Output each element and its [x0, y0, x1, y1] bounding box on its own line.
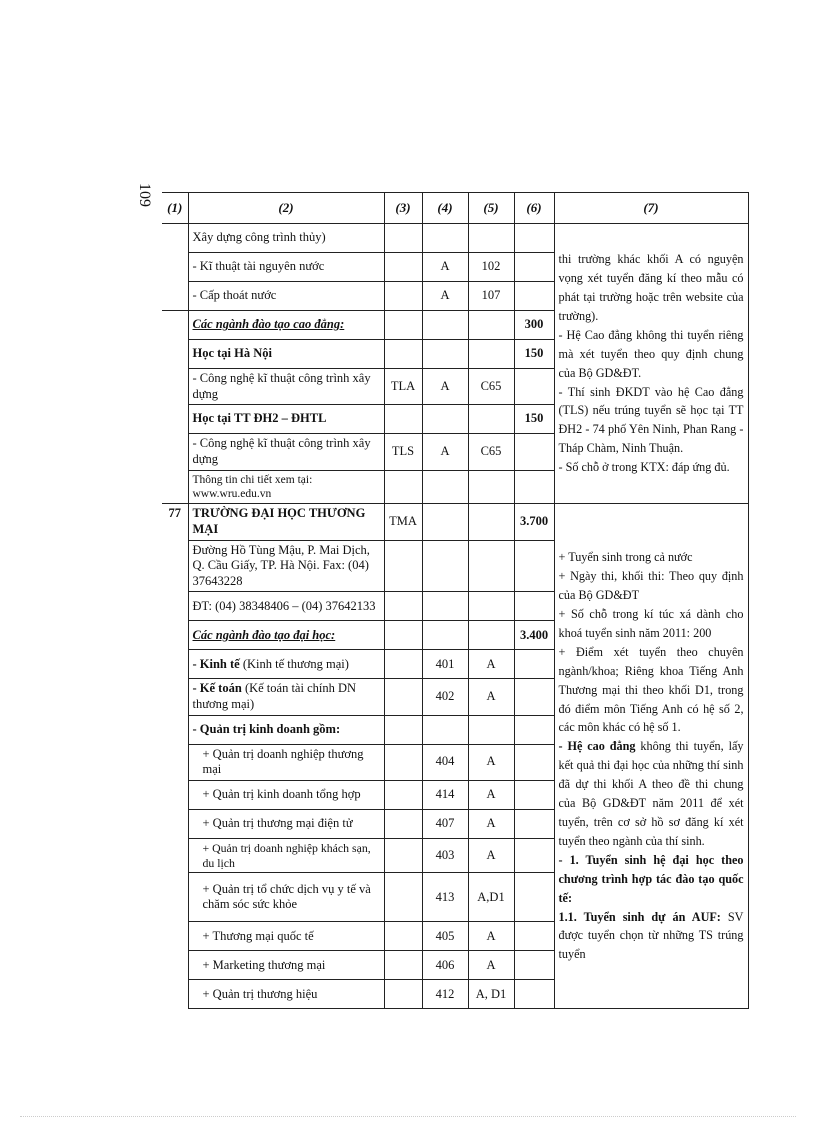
code-cell	[384, 224, 422, 253]
major-code-cell: 414	[422, 780, 468, 809]
header-col-4: (4)	[422, 193, 468, 224]
note-line: - Số chỗ ở trong KTX: đáp ứng đủ.	[558, 460, 730, 475]
major-code-cell: 412	[422, 980, 468, 1009]
major-name: - Cấp thoát nước	[188, 282, 384, 311]
block-cell: A	[468, 650, 514, 679]
stt-cell	[162, 311, 188, 504]
quota-cell: 150	[514, 340, 554, 369]
major-bold: - Kế toán	[192, 681, 242, 696]
major-code-cell: 406	[422, 951, 468, 980]
major-name: - Công nghệ kĩ thuật công trình xây dựng	[188, 369, 384, 405]
major-name: + Quản trị thương mại điện tử	[188, 809, 384, 838]
page-bottom-divider	[20, 1116, 796, 1117]
major-code-cell: 403	[422, 838, 468, 872]
note-line: + Số chỗ trong kí túc xá dành cho khoá tuyển sinh năm 2011: 200	[558, 607, 744, 640]
note-line	[559, 737, 744, 850]
note-bold: - Hệ cao đẳng	[558, 739, 636, 754]
note-text: không thi tuyển, lấy kết quả thi đại học của những thí sinh đã dự thi khối A theo đề thi chung của Bộ GD&ĐT năm 2011 để xét tuyển, trên cơ sở hồ sơ đăng kí xét tuyển theo ngành của thí sinh.	[558, 739, 744, 848]
block-cell	[422, 224, 468, 253]
note-bold: 1.1. Tuyển sinh dự án AUF:	[558, 909, 721, 924]
major-name: + Marketing thương mại	[188, 951, 384, 980]
major-rest: (Kế toán tài chính DN thương mại)	[192, 681, 357, 711]
quota-cell	[514, 282, 554, 311]
major-code-cell: 402	[422, 679, 468, 715]
note-line: - Thí sinh ĐKDT vào hệ Cao đẳng (TLS) nếu trúng tuyển sẽ học tại TT ĐH2 - 74 phố Yên Ninh, Phan Rang - Tháp Chàm, Ninh Thuận.	[558, 384, 744, 456]
header-col-7: (7)	[554, 193, 748, 224]
major-code-cell: 102	[468, 253, 514, 282]
note-line: thi trường khác khối A có nguyện vọng xét tuyển đăng kí theo mẫu có phát tại trường hoặc trên website của trường).	[558, 252, 744, 323]
header-col-6: (6)	[514, 193, 554, 224]
block-cell: A	[422, 434, 468, 470]
major-name: + Quản trị thương hiệu	[188, 980, 384, 1009]
page-number: 109	[136, 183, 153, 207]
major-name	[188, 679, 384, 715]
block-cell: A	[468, 951, 514, 980]
major-code-cell: 407	[422, 809, 468, 838]
code-cell	[384, 253, 422, 282]
admissions-table	[162, 192, 749, 1009]
quota-cell	[514, 224, 554, 253]
school-name: TRƯỜNG ĐẠI HỌC THƯƠNG MẠI	[188, 504, 384, 540]
major-group: - Quản trị kinh doanh gồm:	[188, 715, 384, 744]
major-code-cell	[468, 224, 514, 253]
major-code-cell: 404	[422, 744, 468, 780]
major-name	[188, 650, 384, 679]
website-info: Thông tin chi tiết xem tại: www.wru.edu.vn	[188, 470, 384, 504]
block-cell: A	[468, 744, 514, 780]
block-cell: A	[422, 282, 468, 311]
quota-cell: 300	[514, 311, 554, 340]
block-cell: A	[422, 369, 468, 405]
major-name: + Thương mại quốc tế	[188, 922, 384, 951]
major-bold: - Kinh tế	[192, 656, 240, 671]
note-line: + Ngày thi, khối thi: Theo quy định của Bộ GD&ĐT	[558, 569, 744, 603]
block-cell: A	[468, 780, 514, 809]
note-line: - Hệ Cao đẳng không thi tuyển riêng mà xét tuyển theo quy định chung của Bộ GD&ĐT.	[558, 327, 744, 380]
major-code-cell: 107	[468, 282, 514, 311]
table-row	[162, 504, 748, 540]
note-line	[559, 908, 744, 965]
note-line: + Tuyển sinh trong cả nước	[558, 550, 693, 565]
note-line: + Điểm xét tuyển theo chuyên ngành/khoa; Riêng khoa Tiếng Anh Thương mại thi theo khối D1, trong đó điểm môn Tiếng Anh có hệ số 2, các môn khác có hệ số 1.	[558, 644, 744, 735]
stt-cell: 77	[162, 504, 188, 1009]
campus-heading: Học tại TT ĐH2 – ĐHTL	[188, 405, 384, 434]
header-row	[162, 193, 748, 224]
school-code: TMA	[384, 504, 422, 540]
block-cell: A	[468, 922, 514, 951]
major-code-cell: C65	[468, 369, 514, 405]
major-code-cell: 401	[422, 650, 468, 679]
table-row	[162, 224, 748, 253]
block-cell: A	[468, 679, 514, 715]
total-quota: 3.700	[514, 504, 554, 540]
note-line: - 1. Tuyển sinh hệ đại học theo chương trình hợp tác đào tạo quốc tế:	[558, 852, 744, 905]
major-code-cell: 413	[422, 873, 468, 922]
major-name: + Quản trị doanh nghiệp thương mại	[188, 744, 384, 780]
major-name: - Kĩ thuật tài nguyên nước	[188, 253, 384, 282]
school-address: Đường Hồ Tùng Mậu, P. Mai Dịch, Q. Cầu Giấy, TP. Hà Nội. Fax: (04) 37643228	[188, 540, 384, 592]
header-col-3: (3)	[384, 193, 422, 224]
code-cell	[384, 282, 422, 311]
quota-cell: 150	[514, 405, 554, 434]
major-name: + Quản trị tổ chức dịch vụ y tế và chăm sóc sức khỏe	[188, 873, 384, 922]
section-heading: Các ngành đào tạo cao đẳng:	[188, 311, 384, 340]
major-code-cell: 405	[422, 922, 468, 951]
major-name: Xây dựng công trình thủy)	[188, 224, 384, 253]
block-cell: A	[468, 838, 514, 872]
note-text: SV được tuyển chọn từ những TS trúng tuyển	[558, 909, 744, 962]
block-cell: A, D1	[468, 980, 514, 1009]
block-cell: A	[422, 253, 468, 282]
stt-cell	[162, 224, 188, 311]
header-col-1: (1)	[162, 193, 188, 224]
major-code-cell: C65	[468, 434, 514, 470]
code-cell: TLS	[384, 434, 422, 470]
notes-cell	[554, 504, 748, 1009]
major-name: + Quản trị kinh doanh tổng hợp	[188, 780, 384, 809]
major-name: + Quản trị doanh nghiệp khách sạn, du lịch	[188, 838, 384, 872]
quota-cell	[514, 253, 554, 282]
school-phone: ĐT: (04) 38348406 – (04) 37642133	[188, 592, 384, 621]
code-cell: TLA	[384, 369, 422, 405]
header-col-5: (5)	[468, 193, 514, 224]
block-cell: A	[468, 809, 514, 838]
campus-heading: Học tại Hà Nội	[188, 340, 384, 369]
notes-cell	[554, 224, 748, 504]
major-name: - Công nghệ kĩ thuật công trình xây dựng	[188, 434, 384, 470]
major-rest: (Kinh tế thương mại)	[239, 656, 349, 671]
section-heading: Các ngành đào tạo đại học:	[188, 621, 384, 650]
quota-cell: 3.400	[514, 621, 554, 650]
header-col-2: (2)	[188, 193, 384, 224]
block-cell: A,D1	[468, 873, 514, 922]
